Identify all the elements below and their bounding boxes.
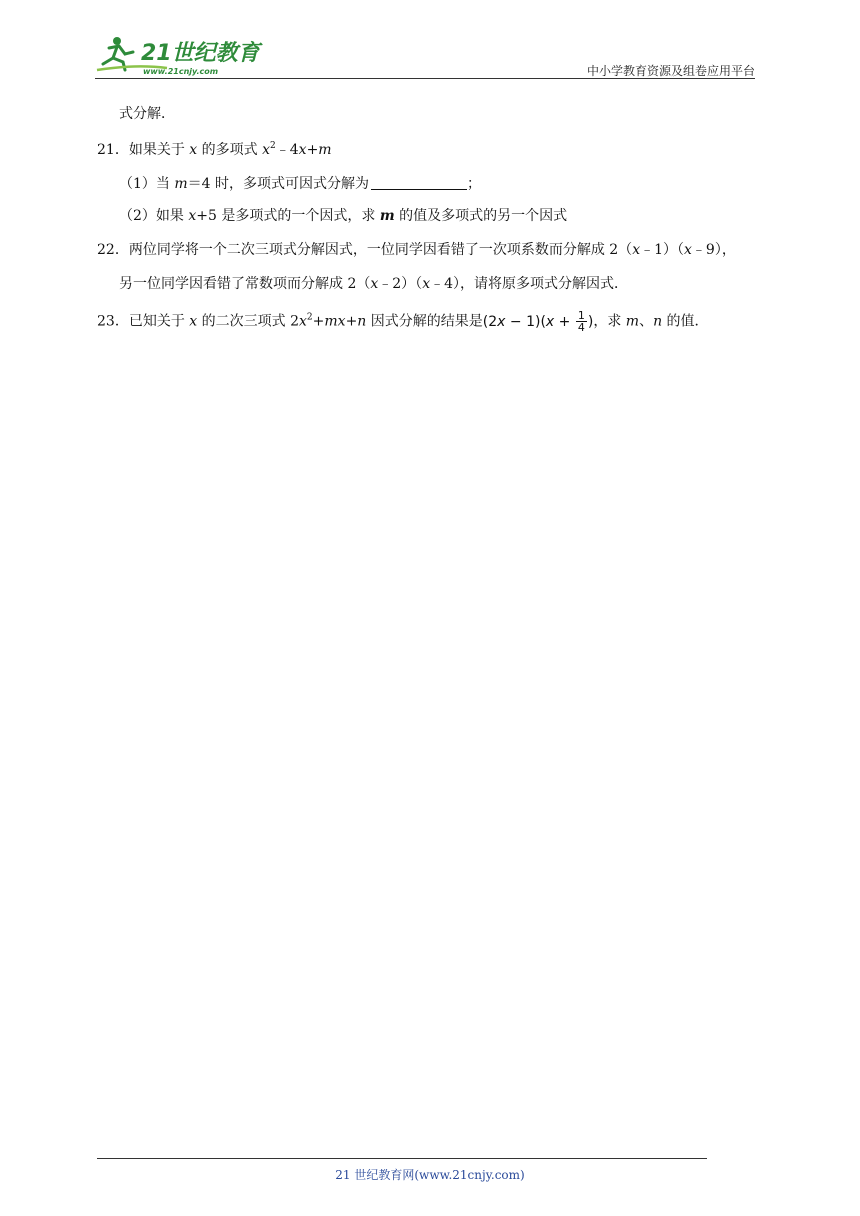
question-21: 21．如果关于 x 的多项式 $x^2﹣4x+m$ xyxy=(97,141,332,158)
answer-blank[interactable] xyxy=(371,175,467,190)
logo-21cnjy xyxy=(95,34,265,76)
fraction-one-quarter: $\frac{1}{4}$ xyxy=(577,309,585,334)
logo-text: 21世纪教育 xyxy=(141,41,260,66)
question-21-part-2: （2）如果 x+5 是多项式的一个因式，求 m 的值及多项式的另一个因式 xyxy=(119,208,568,224)
header-divider xyxy=(95,78,755,79)
logo-url: www.21cnjy.com xyxy=(143,67,219,76)
prev-question-tail: 式分解． xyxy=(119,106,175,122)
footer-divider xyxy=(97,1158,707,1159)
question-22-line-2: 另一位同学因看错了常数项而分解成 2（x﹣2）（x﹣4），请将原多项式分解因式． xyxy=(119,276,629,292)
question-22-line-1: 22．两位同学将一个二次三项式分解因式，一位同学因看错了一次项系数而分解成 2（x﹣1）（x﹣9）， xyxy=(97,242,736,258)
question-21-part-1: （1）当 m＝4 时，多项式可因式分解为 ； xyxy=(119,176,482,192)
platform-name: 中小学教育资源及组卷应用平台 xyxy=(586,64,755,78)
page-header xyxy=(95,30,755,80)
factored-expression: (2x − 1)(x + $\frac{1}{4}$ ) xyxy=(482,309,594,334)
question-23: 23．已知关于 x 的二次三项式 $2x^2+mx+n$ 因式分解的结果是(2x − 1)(x + $\frac{1}{4}$ )，求 m、n 的值． xyxy=(97,309,709,334)
footer-site[interactable]: 21 世纪教育网(www.21cnjy.com) xyxy=(335,1168,525,1182)
